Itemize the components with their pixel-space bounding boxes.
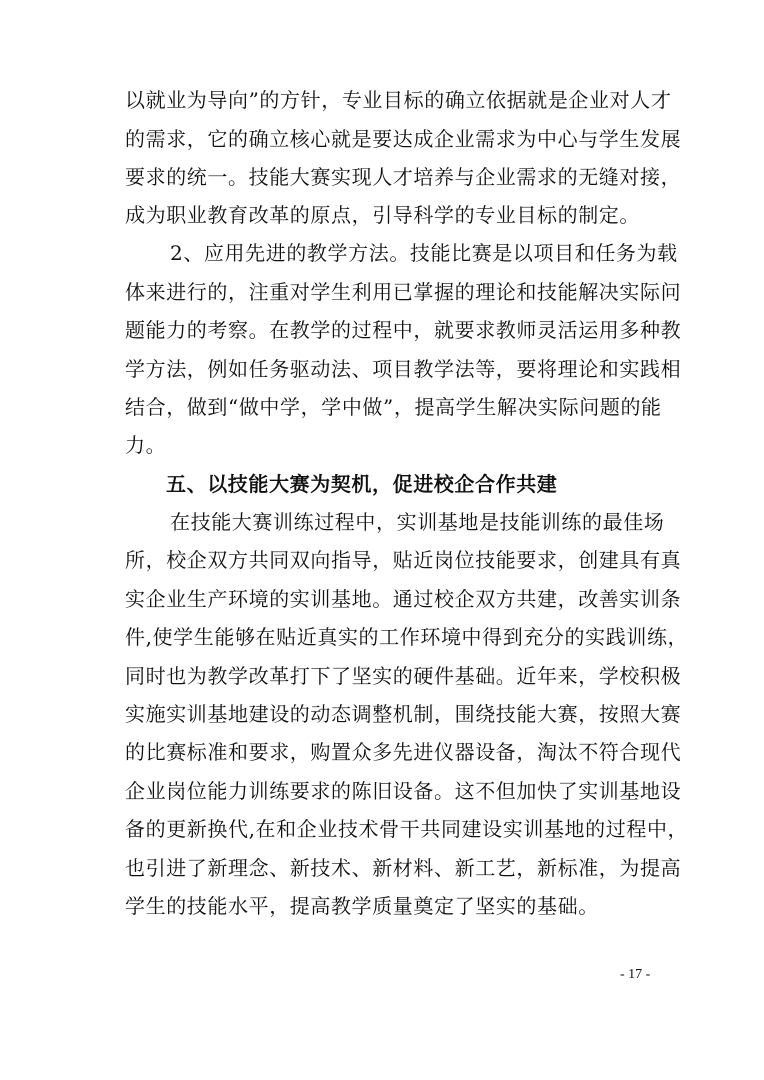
section-heading: 五、以技能大赛为契机，促进校企合作共建 [166,472,558,496]
paragraph-line: 力。 [125,433,167,457]
paragraph-line: 件,使学生能够在贴近真实的工作环境中得到充分的实践训练， [125,625,689,649]
paragraph-line: 成为职业教育改革的原点，引导科学的专业目标的制定。 [125,203,640,227]
paragraph-line: 体来进行的，注重对学生利用已掌握的理论和技能解决实际问 [125,280,682,304]
paragraph-line: 学方法，例如任务驱动法、项目教学法等，要将理论和实践相 [125,357,682,381]
paragraph-line: 也引进了新理念、新技术、新材料、新工艺，新标准，为提高 [125,856,682,880]
paragraph-line: 所，校企双方共同双向指导，贴近岗位技能要求，创建具有真 [125,548,682,572]
paragraph-line: 要求的统一。技能大赛实现人才培养与企业需求的无缝对接， [125,165,682,189]
paragraph-line: 结合，做到“做中学，学中做”，提高学生解决实际问题的能 [125,395,662,419]
paragraph-line: 实企业生产环境的实训基地。通过校企双方共建，改善实训条 [125,587,682,611]
paragraph-line: 同时也为教学改革打下了坚实的硬件基础。近年来，学校积极 [125,664,682,688]
paragraph-line: 企业岗位能力训练要求的陈旧设备。这不但加快了实训基地设 [125,779,682,803]
paragraph-line: 题能力的考察。在教学的过程中，就要求教师灵活运用多种教 [125,318,682,342]
paragraph-line: 学生的技能水平，提高教学质量奠定了坚实的基础。 [125,894,599,918]
paragraph-line: 以就业为导向”的方针，专业目标的确立依据就是企业对人才 [125,88,672,112]
paragraph-line: 的需求，它的确立核心就是要达成企业需求为中心与学生发展 [125,127,682,151]
paragraph-line: 备的更新换代,在和企业技术骨干共同建设实训基地的过程中， [125,817,689,841]
paragraph-line: 的比赛标准和要求，购置众多先进仪器设备，淘汰不符合现代 [125,740,682,764]
paragraph-line: 2、应用先进的教学方法。技能比赛是以项目和任务为载 [170,241,678,265]
paragraph-line: 在技能大赛训练过程中，实训基地是技能训练的最佳场 [170,510,665,534]
page-number: - 17 - [620,967,651,982]
paragraph-line: 实施实训基地建设的动态调整机制，围绕技能大赛，按照大赛 [125,702,682,726]
